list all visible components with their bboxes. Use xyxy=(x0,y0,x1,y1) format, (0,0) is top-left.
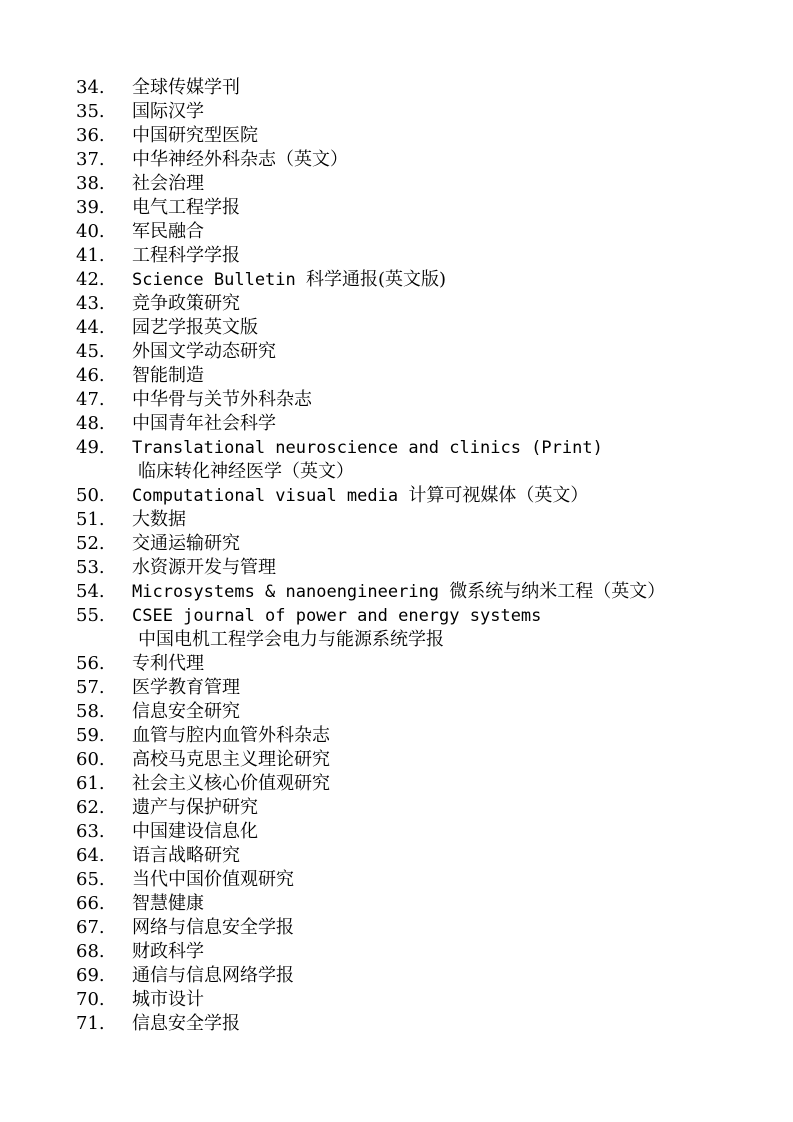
journal-title xyxy=(132,172,766,196)
list-item xyxy=(76,916,766,940)
list-item xyxy=(76,700,766,724)
journal-title xyxy=(132,196,766,220)
journal-title-line: 遗产与保护研究 xyxy=(132,797,258,818)
item-number: 36. xyxy=(76,125,105,146)
journal-list xyxy=(76,76,766,1036)
journal-title xyxy=(132,892,766,916)
list-item xyxy=(76,892,766,916)
latin-text: Microsystems & nanoengineering xyxy=(132,582,450,602)
journal-title xyxy=(132,388,766,412)
cjk-text: 微系统与纳米工程（英文） xyxy=(449,581,666,602)
journal-title-line: 当代中国价值观研究 xyxy=(132,869,294,890)
journal-title-line xyxy=(132,268,766,292)
item-number: 68. xyxy=(76,941,105,962)
journal-title xyxy=(132,412,766,436)
journal-title-line: 国际汉学 xyxy=(132,101,204,122)
item-number: 46. xyxy=(76,365,105,386)
item-number: 49. xyxy=(76,437,105,458)
list-item xyxy=(76,988,766,1012)
journal-title xyxy=(132,652,766,676)
journal-title xyxy=(132,604,766,652)
item-number: 70. xyxy=(76,989,105,1010)
list-item xyxy=(76,1012,766,1036)
journal-title xyxy=(132,820,766,844)
list-item xyxy=(76,724,766,748)
item-number: 50. xyxy=(76,485,105,506)
cjk-text: 计算可视媒体（英文） xyxy=(408,485,589,506)
list-item xyxy=(76,124,766,148)
journal-title-line xyxy=(132,580,766,604)
latin-text: Science Bulletin xyxy=(132,270,306,290)
journal-title xyxy=(132,556,766,580)
list-item xyxy=(76,148,766,172)
list-item xyxy=(76,964,766,988)
list-item xyxy=(76,268,766,292)
journal-title xyxy=(132,340,766,364)
journal-title xyxy=(132,292,766,316)
journal-title xyxy=(132,940,766,964)
item-number: 40. xyxy=(76,221,105,242)
item-number: 35. xyxy=(76,101,105,122)
item-number: 61. xyxy=(76,773,105,794)
journal-title xyxy=(132,1012,766,1036)
latin-text: CSEE journal of power and energy systems xyxy=(132,606,542,626)
list-item xyxy=(76,220,766,244)
list-item xyxy=(76,484,766,508)
list-item xyxy=(76,364,766,388)
item-number: 58. xyxy=(76,701,105,722)
latin-text: Translational neuroscience and clinics (Print) xyxy=(132,438,603,458)
item-number: 37. xyxy=(76,149,105,170)
item-number: 51. xyxy=(76,509,105,530)
journal-title-line xyxy=(132,604,766,628)
journal-title xyxy=(132,220,766,244)
journal-title-line: 中华骨与关节外科杂志 xyxy=(132,389,312,410)
journal-title xyxy=(132,772,766,796)
item-number: 67. xyxy=(76,917,105,938)
list-item xyxy=(76,244,766,268)
list-item xyxy=(76,652,766,676)
list-item xyxy=(76,676,766,700)
list-item xyxy=(76,508,766,532)
item-number: 60. xyxy=(76,749,105,770)
item-number: 71. xyxy=(76,1013,105,1034)
item-number: 66. xyxy=(76,893,105,914)
list-item xyxy=(76,388,766,412)
journal-title-line: 中华神经外科杂志（英文） xyxy=(132,149,348,170)
item-number: 52. xyxy=(76,533,105,554)
journal-title xyxy=(132,844,766,868)
journal-title xyxy=(132,508,766,532)
item-number: 44. xyxy=(76,317,105,338)
journal-title-line: 财政科学 xyxy=(132,941,204,962)
journal-title-line: 大数据 xyxy=(132,509,186,530)
journal-title xyxy=(132,676,766,700)
item-number: 41. xyxy=(76,245,105,266)
item-number: 48. xyxy=(76,413,105,434)
cjk-text: 科学通报(英文版) xyxy=(306,269,447,290)
journal-title xyxy=(132,916,766,940)
item-number: 45. xyxy=(76,341,105,362)
journal-title-subline: 临床转化神经医学（英文） xyxy=(138,461,354,482)
journal-title xyxy=(132,700,766,724)
list-item xyxy=(76,412,766,436)
item-number: 47. xyxy=(76,389,105,410)
item-number: 59. xyxy=(76,725,105,746)
journal-title-line xyxy=(132,436,766,460)
journal-title-line: 交通运输研究 xyxy=(132,533,240,554)
journal-title-line: 电气工程学报 xyxy=(132,197,240,218)
item-number: 39. xyxy=(76,197,105,218)
journal-title-line: 通信与信息网络学报 xyxy=(132,965,294,986)
item-number: 42. xyxy=(76,269,105,290)
journal-title-line: 水资源开发与管理 xyxy=(132,557,276,578)
list-item xyxy=(76,604,766,652)
list-item xyxy=(76,820,766,844)
journal-title xyxy=(132,364,766,388)
journal-title xyxy=(132,484,766,508)
item-number: 62. xyxy=(76,797,105,818)
list-item xyxy=(76,556,766,580)
item-number: 56. xyxy=(76,653,105,674)
journal-title-line: 城市设计 xyxy=(132,989,204,1010)
journal-title-line: 全球传媒学刊 xyxy=(132,77,240,98)
journal-title-line: 信息安全学报 xyxy=(132,1013,240,1034)
list-item xyxy=(76,436,766,484)
item-number: 55. xyxy=(76,605,105,626)
journal-title xyxy=(132,724,766,748)
journal-title xyxy=(132,868,766,892)
journal-title-line: 智慧健康 xyxy=(132,893,204,914)
journal-title xyxy=(132,988,766,1012)
journal-title-line: 外国文学动态研究 xyxy=(132,341,276,362)
list-item xyxy=(76,340,766,364)
journal-title xyxy=(132,532,766,556)
journal-title-line: 智能制造 xyxy=(132,365,204,386)
journal-title xyxy=(132,580,766,604)
list-item xyxy=(76,748,766,772)
item-number: 65. xyxy=(76,869,105,890)
journal-title-line: 竞争政策研究 xyxy=(132,293,240,314)
journal-title-line: 社会治理 xyxy=(132,173,204,194)
journal-title xyxy=(132,124,766,148)
journal-title-line: 信息安全研究 xyxy=(132,701,240,722)
journal-title-line: 高校马克思主义理论研究 xyxy=(132,749,330,770)
list-item xyxy=(76,172,766,196)
journal-title-line: 中国建设信息化 xyxy=(132,821,258,842)
journal-title-line: 中国青年社会科学 xyxy=(132,413,276,434)
item-number: 63. xyxy=(76,821,105,842)
journal-title xyxy=(132,76,766,100)
item-number: 38. xyxy=(76,173,105,194)
list-item xyxy=(76,76,766,100)
list-item xyxy=(76,100,766,124)
journal-title-line: 工程科学学报 xyxy=(132,245,240,266)
item-number: 43. xyxy=(76,293,105,314)
list-item xyxy=(76,940,766,964)
journal-title xyxy=(132,100,766,124)
journal-title xyxy=(132,436,766,484)
journal-title xyxy=(132,964,766,988)
item-number: 69. xyxy=(76,965,105,986)
journal-title-line: 血管与腔内血管外科杂志 xyxy=(132,725,330,746)
list-item xyxy=(76,196,766,220)
list-item xyxy=(76,796,766,820)
journal-title-line: 医学教育管理 xyxy=(132,677,240,698)
journal-title-line: 语言战略研究 xyxy=(132,845,240,866)
journal-title xyxy=(132,796,766,820)
journal-title-subline: 中国电机工程学会电力与能源系统学报 xyxy=(138,629,444,650)
journal-title xyxy=(132,316,766,340)
list-item xyxy=(76,532,766,556)
journal-title-line: 社会主义核心价值观研究 xyxy=(132,773,330,794)
item-number: 64. xyxy=(76,845,105,866)
item-number: 54. xyxy=(76,581,105,602)
journal-title-line: 中国研究型医院 xyxy=(132,125,258,146)
list-item xyxy=(76,868,766,892)
list-item xyxy=(76,580,766,604)
journal-title xyxy=(132,268,766,292)
item-number: 34. xyxy=(76,77,105,98)
journal-title-line: 军民融合 xyxy=(132,221,204,242)
latin-text: Computational visual media xyxy=(132,486,409,506)
journal-title-line: 网络与信息安全学报 xyxy=(132,917,294,938)
list-item xyxy=(76,292,766,316)
journal-title-line: 园艺学报英文版 xyxy=(132,317,258,338)
journal-title xyxy=(132,148,766,172)
journal-title-line xyxy=(132,484,766,508)
item-number: 53. xyxy=(76,557,105,578)
list-item xyxy=(76,844,766,868)
item-number: 57. xyxy=(76,677,105,698)
journal-title-line: 专利代理 xyxy=(132,653,204,674)
journal-title xyxy=(132,748,766,772)
list-item xyxy=(76,316,766,340)
list-item xyxy=(76,772,766,796)
journal-title xyxy=(132,244,766,268)
